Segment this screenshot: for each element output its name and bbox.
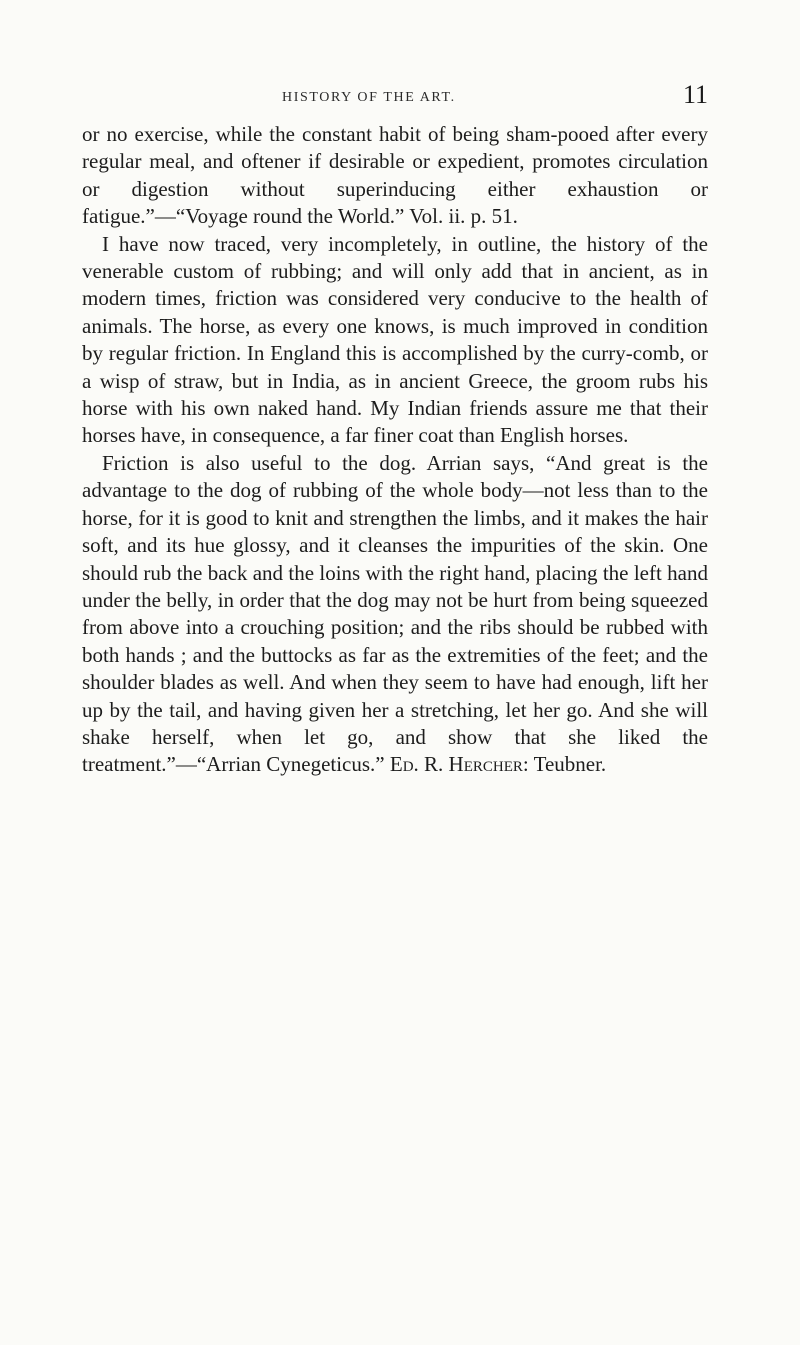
- paragraph-dog-friction: [82, 450, 708, 779]
- publisher-citation: : Teubner.: [522, 752, 607, 777]
- paragraph-continuation: or no exercise, while the constant habit of being sham-pooed after every regular meal, and oftener if desirable or expedient, promotes circulation or digestion without superinducing either exhaustion or fatigue.”—“Voyage round the World.” Vol. ii. p. 51.: [82, 122, 708, 229]
- running-head: [82, 80, 708, 114]
- paragraph-rubbing-history: I have now traced, very incompletely, in outline, the history of the venerable custom of rubbing; and will only add that in ancient, as in modern times, friction was considered very conducive to the health of animals. The horse, as every one knows, is much improved in condition by regular friction. In England this is accomplished by the curry-comb, or a wisp of straw, but in India, as in ancient Greece, the groom rubs his horse with his own naked hand. My Indian friends assure me that their horses have, in consequence, a far finer coat than English horses.: [82, 231, 708, 448]
- page-number: 11: [682, 80, 708, 109]
- body-text: [82, 121, 708, 779]
- arrian-quote: Friction is also useful to the dog. Arrian says, “And great is the advantage to the dog of rubbing of the whole body—not less than to the horse, for it is good to knit and strengthen the limbs, and it makes the hair soft, and its hue glossy, and it cleanses the impurities of the skin. One should rub the back and the loins with the right hand, placing the left hand under the belly, in order that the dog may not be hurt from being squeezed from above into a crouching position; and the ribs should be rubbed with both hands ; and the buttocks as far as the extremities of the feet; and the shoulder blades as well. And when they seem to have had enough, lift her up by the tail, and having given her a stretching, let her go. And she will shake herself, when let go, and show that she liked the treatment.”—“Arrian Cynegeticus.”: [82, 450, 708, 777]
- running-title: HISTORY OF THE ART.: [282, 90, 456, 105]
- editor-citation: Ed. R. Hercher: [389, 752, 523, 777]
